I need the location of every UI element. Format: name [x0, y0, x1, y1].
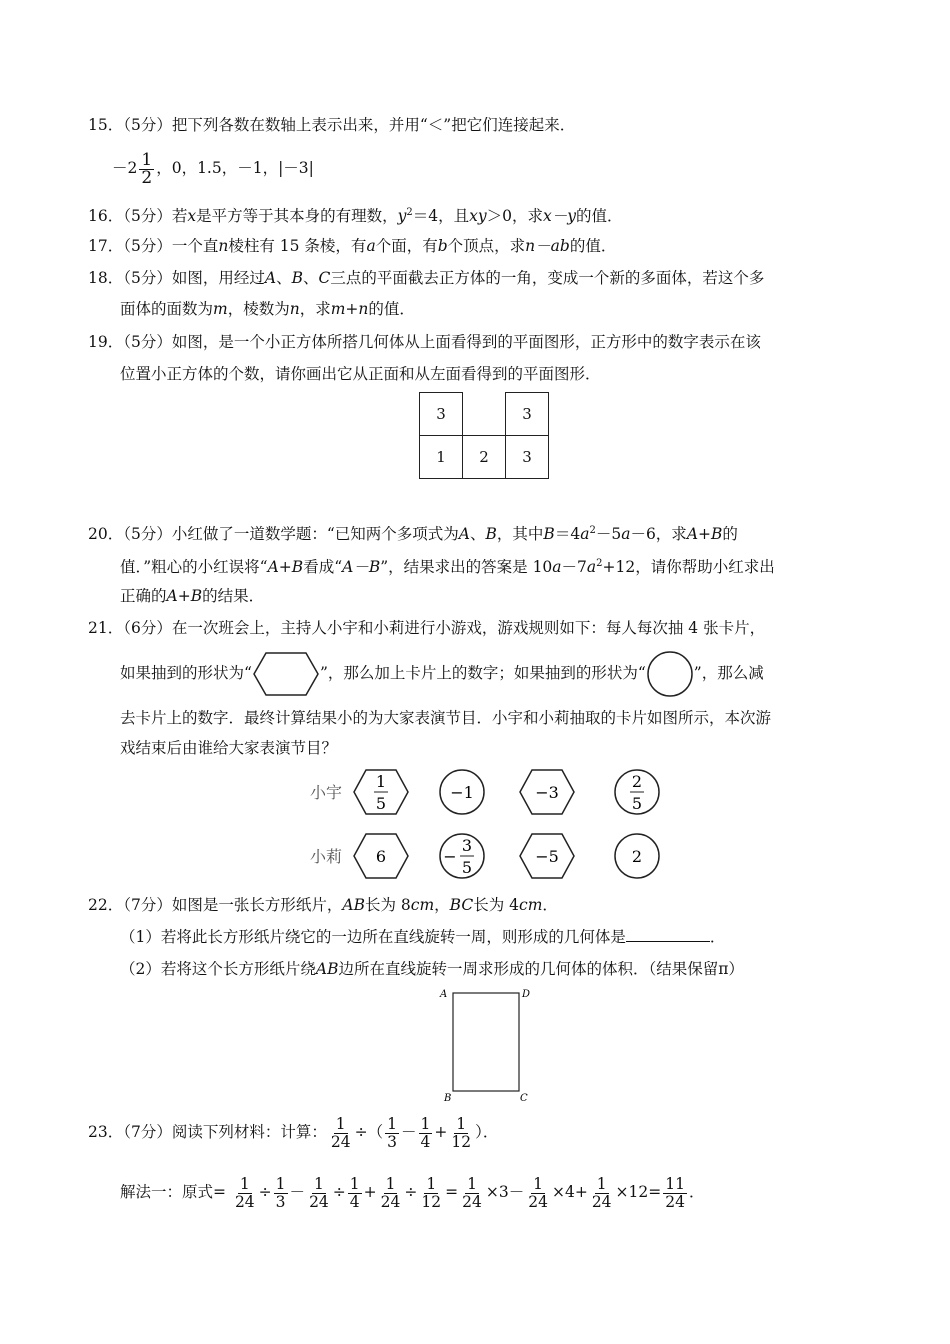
- cards-figure: [300, 760, 680, 890]
- q18-line2: 面体的面数为m，棱数为n，求m+n的值．: [120, 300, 415, 318]
- answer-blank[interactable]: [626, 927, 710, 942]
- solution-fraction: $\frac{1}{24}$: [380, 1174, 401, 1211]
- solution-fraction: $\frac{1}{24}$: [591, 1174, 612, 1211]
- q20-line2: 值．”粗心的小红误将“A+B看成“A－B”，结果求出的答案是 $10a-7a^2+12$，请你帮助小红求出: [120, 558, 775, 577]
- q21-line4: 戏结束后由谁给大家表演节目？: [120, 739, 338, 757]
- solution-operator: =: [445, 1183, 459, 1201]
- svg-text:−1: −1: [450, 783, 474, 802]
- svg-text:2: 2: [631, 772, 643, 791]
- solution-operator: ×4+: [551, 1183, 588, 1201]
- svg-text:3: 3: [461, 836, 473, 855]
- q22-part2: （2）若将这个长方形纸片绕AB边所在直线旋转一周求形成的几何体的体积．（结果保留π）: [120, 960, 744, 978]
- card-circle-minus-3-5: [440, 834, 484, 878]
- rectangle-figure: [436, 985, 546, 1105]
- grid-cell: 2: [463, 436, 506, 479]
- svg-text:C: C: [520, 1093, 528, 1104]
- solution-fraction: $\frac{11}{24}$: [665, 1174, 685, 1211]
- q23-solution: 解法一：原式= $\frac{1}{24}$ ÷ $\frac{1}{3}$ － $\frac{1}{24}$ ÷ $\frac{1}{4}$ + $\frac{1}{24}$ ÷ $\frac{1}{12}$ = $\frac{1}{24}$ ×3－ $\frac{1}{24}$ ×4+ $\frac{1}{24}$ ×12= $\frac{11}{24}$ ．: [120, 1174, 705, 1211]
- svg-text:−: −: [443, 847, 457, 866]
- card-circle-2: [615, 834, 659, 878]
- solution-fraction: $\frac{1}{3}$: [275, 1174, 286, 1211]
- svg-text:−5: −5: [535, 847, 559, 866]
- solution-operator: ．: [688, 1183, 705, 1201]
- q19-line2: 位置小正方体的个数，请你画出它从正面和从左面看得到的平面图形．: [120, 365, 601, 383]
- solution-fraction: $\frac{1}{24}$: [528, 1174, 548, 1211]
- top-view-grid: [419, 392, 549, 479]
- svg-text:5: 5: [375, 794, 387, 813]
- svg-text:5: 5: [631, 794, 643, 813]
- svg-text:−3: −3: [535, 783, 559, 802]
- solution-operator: ÷: [332, 1183, 346, 1201]
- solution-operator: ÷: [404, 1183, 418, 1201]
- circle-icon: [646, 650, 694, 698]
- svg-text:A: A: [440, 989, 448, 1000]
- grid-cell: 3: [420, 393, 463, 436]
- solution-operator: －: [289, 1183, 306, 1201]
- solution-operator: ×3－: [485, 1183, 525, 1201]
- svg-text:5: 5: [461, 858, 473, 877]
- q18-line1: 18．（5分）如图，用经过A、B、C三点的平面截去正方体的一角，变成一个新的多面体，若这个多: [88, 269, 765, 287]
- svg-text:2: 2: [631, 847, 643, 866]
- solution-fraction: $\frac{1}{24}$: [309, 1174, 329, 1211]
- q17-line: 17．（5分）一个直n棱柱有 15 条棱，有a个面，有b个顶点，求n－ab的值．: [88, 237, 617, 255]
- solution-operator: +: [363, 1183, 377, 1201]
- svg-text:6: 6: [375, 847, 387, 866]
- solution-operator: ÷: [258, 1183, 272, 1201]
- card-circle-minus-1: [440, 770, 484, 814]
- q22-part1: （1）若将此长方形纸片绕它的一边所在直线旋转一周，则形成的几何体是 ．: [120, 928, 726, 946]
- q15-numbers: －2 $\frac{1}{2}$ ，0，1.5，－1，|－3|: [112, 149, 314, 188]
- grid-cell: 1: [420, 436, 463, 479]
- solution-fraction: $\frac{1}{24}$: [462, 1174, 482, 1211]
- card-hexagon-6: [354, 834, 408, 878]
- q19-line1: 19．（5分）如图，是一个小正方体所搭几何体从上面看得到的平面图形，正方形中的数字表示在该: [88, 333, 761, 351]
- svg-text:1: 1: [375, 772, 387, 791]
- svg-text:D: D: [522, 989, 531, 1000]
- card-hexagon-minus-5: [520, 834, 574, 878]
- q23-line1: 23．（7分）阅读下列材料：计算： $\frac{1}{24}$ ÷（ $\frac{1}{3}$ － $\frac{1}{4}$ + $\frac{1}{12}$ ）．: [88, 1114, 499, 1151]
- solution-operator: ×12=: [615, 1183, 662, 1201]
- q15-line1: 15．（5分）把下列各数在数轴上表示出来，并用“＜”把它们连接起来．: [88, 116, 576, 134]
- solution-fraction: $\frac{1}{12}$: [421, 1174, 442, 1211]
- svg-text:B: B: [444, 1093, 452, 1104]
- grid-cell-empty: [463, 393, 506, 436]
- row2-label: 小莉: [310, 847, 343, 866]
- grid-cell: 3: [506, 393, 549, 436]
- hexagon-icon: [252, 651, 320, 697]
- q16-line: 16．（5分）若x是平方等于其本身的有理数，$y^2=4$，且xy＞0，求x－y的值．: [88, 207, 623, 226]
- card-circle-2-5: [615, 770, 659, 814]
- q20-line1: 20．（5分）小红做了一道数学题：“已知两个多项式为A、B，其中$B=4a^2-5a-6$，求A+B的: [88, 525, 738, 544]
- card-hexagon-minus-3: [520, 770, 574, 814]
- solution-fraction: $\frac{1}{4}$: [349, 1174, 360, 1211]
- solution-fraction: $\frac{1}{24}$: [234, 1174, 255, 1211]
- q22-line1: 22．（7分）如图是一张长方形纸片，AB长为 8cm，BC长为 4cm．: [88, 896, 558, 914]
- q21-line3: 去卡片上的数字．最终计算结果小的为大家表演节目．小宇和小莉抽取的卡片如图所示，本次游: [120, 709, 772, 727]
- card-hexagon-1-5: [354, 770, 408, 814]
- q21-line1: 21．（6分）在一次班会上，主持人小宇和小莉进行小游戏，游戏规则如下：每人每次抽 4 张卡片，: [88, 619, 766, 637]
- q20-line3: 正确的A+B的结果．: [120, 587, 265, 605]
- row1-label: 小宇: [310, 783, 343, 802]
- q21-line2: 如果抽到的形状为“ ”，那么加上卡片上的数字；如果抽到的形状为“ ”，那么减: [120, 650, 764, 698]
- grid-cell: 3: [506, 436, 549, 479]
